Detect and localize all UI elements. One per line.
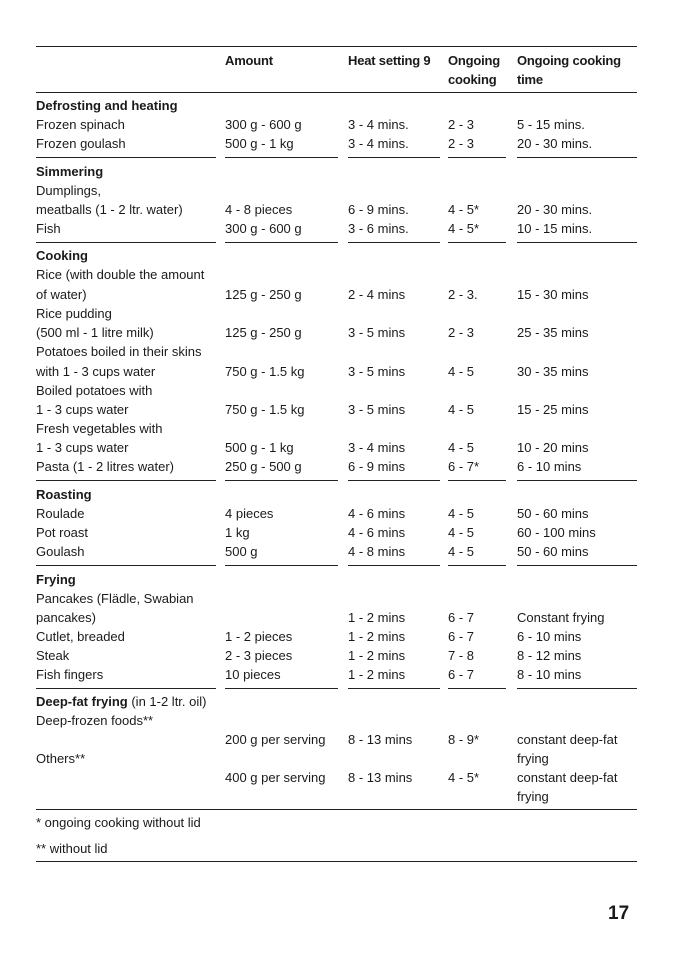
header-ongoing-line2: cooking	[448, 72, 497, 87]
table-row	[36, 627, 637, 646]
time-cell: constant deep-fat	[517, 770, 618, 785]
table-row	[36, 419, 637, 438]
ongoing-cell: 4 - 5	[448, 544, 475, 559]
table-row	[36, 381, 637, 400]
table-row	[36, 438, 637, 457]
section-rule	[348, 688, 440, 689]
amount-cell: 200 g per serving	[225, 732, 326, 747]
ongoing-cell: 4 - 5*	[448, 221, 480, 236]
section-title	[36, 570, 637, 589]
ongoing-cell: 4 - 5	[448, 440, 475, 455]
food-cell: (500 ml - 1 litre milk)	[36, 325, 154, 340]
time-cell: 8 - 10 mins	[517, 667, 582, 682]
table-row	[36, 542, 637, 561]
section-rule	[517, 480, 637, 481]
food-cell: Pasta (1 - 2 litres water)	[36, 459, 174, 474]
table-row	[36, 134, 637, 153]
section-title-cooking: Cooking	[36, 248, 88, 263]
ongoing-cell: 2 - 3.	[448, 287, 478, 302]
time-cell: 50 - 60 mins	[517, 506, 589, 521]
section-title	[36, 96, 637, 115]
food-cell: with 1 - 3 cups water	[36, 364, 156, 379]
section-title	[36, 485, 637, 504]
ongoing-cell: 4 - 5*	[448, 202, 480, 217]
amount-cell: 10 pieces	[225, 667, 281, 682]
amount-cell: 400 g per serving	[225, 770, 326, 785]
section-rule	[448, 242, 506, 243]
section-rule	[517, 565, 637, 566]
food-cell: Fresh vegetables with	[36, 421, 163, 436]
table-row	[36, 646, 637, 665]
heat-cell: 3 - 4 mins.	[348, 117, 409, 132]
amount-cell: 500 g - 1 kg	[225, 136, 294, 151]
amount-cell: 125 g - 250 g	[225, 287, 302, 302]
section-rule	[225, 565, 338, 566]
time-cell: Constant frying	[517, 610, 605, 625]
time-cell: 6 - 10 mins	[517, 629, 582, 644]
header-ongoing-line1: Ongoing	[448, 53, 501, 68]
footnote-lid: ** without lid	[36, 841, 108, 856]
section-rule	[36, 157, 216, 158]
table-row	[36, 285, 637, 304]
amount-cell: 250 g - 500 g	[225, 459, 302, 474]
footnote	[36, 839, 637, 858]
section-title	[36, 692, 637, 711]
header-amount: Amount	[225, 53, 273, 68]
ongoing-cell: 6 - 7	[448, 667, 475, 682]
table-row	[36, 200, 637, 219]
amount-cell: 300 g - 600 g	[225, 221, 302, 236]
section-rule	[448, 157, 506, 158]
page-number: 17	[608, 903, 630, 924]
section-rule	[36, 565, 216, 566]
time-cell: constant deep-fat	[517, 732, 618, 747]
time-cell: 6 - 10 mins	[517, 459, 582, 474]
table-row	[36, 362, 637, 381]
heat-cell: 8 - 13 mins	[348, 770, 413, 785]
section-title-deep-fat-frying: Deep-fat frying	[36, 694, 128, 709]
section-rule	[448, 480, 506, 481]
amount-cell: 1 - 2 pieces	[225, 629, 293, 644]
section-title-defrost: Defrosting and heating	[36, 98, 178, 113]
heat-cell: 3 - 5 mins	[348, 364, 406, 379]
time-cell: 15 - 30 mins	[517, 287, 589, 302]
amount-cell: 2 - 3 pieces	[225, 648, 293, 663]
ongoing-cell: 2 - 3	[448, 325, 475, 340]
time-cell: 5 - 15 mins.	[517, 117, 585, 132]
time-cell: 10 - 20 mins	[517, 440, 589, 455]
heat-cell: 3 - 5 mins	[348, 325, 406, 340]
amount-cell: 1 kg	[225, 525, 250, 540]
section-rule	[517, 242, 637, 243]
section-rule	[225, 157, 338, 158]
heat-cell: 1 - 2 mins	[348, 629, 406, 644]
table-row	[36, 342, 637, 361]
section-rule	[348, 565, 440, 566]
ongoing-cell: 4 - 5	[448, 402, 475, 417]
time-cell: 15 - 25 mins	[517, 402, 589, 417]
time-cell: frying	[517, 789, 549, 804]
food-cell: Frozen spinach	[36, 117, 125, 132]
table-row	[36, 665, 637, 684]
section-rule	[348, 242, 440, 243]
section-title-frying: Frying	[36, 572, 76, 587]
heat-cell: 2 - 4 mins	[348, 287, 406, 302]
table-row	[36, 608, 637, 627]
time-cell: 8 - 12 mins	[517, 648, 582, 663]
header-time-line2: time	[517, 72, 543, 87]
ongoing-cell: 6 - 7*	[448, 459, 480, 474]
food-cell: Fish	[36, 221, 61, 236]
table-row	[36, 523, 637, 542]
food-cell: Steak	[36, 648, 70, 663]
section-title	[36, 246, 637, 265]
time-cell: 20 - 30 mins.	[517, 136, 593, 151]
section-rule	[225, 688, 338, 689]
time-cell: 10 - 15 mins.	[517, 221, 593, 236]
amount-cell: 4 - 8 pieces	[225, 202, 293, 217]
food-cell: Potatoes boiled in their skins	[36, 344, 202, 359]
food-cell: Roulade	[36, 506, 85, 521]
food-cell: Dumplings,	[36, 183, 102, 198]
heat-cell: 1 - 2 mins	[348, 667, 406, 682]
section-rule	[348, 480, 440, 481]
food-cell: Rice pudding	[36, 306, 112, 321]
header-ongoing-cooking	[448, 51, 500, 89]
ongoing-cell: 6 - 7	[448, 629, 475, 644]
food-cell: Pancakes (Flädle, Swabian	[36, 591, 194, 606]
food-cell: Boiled potatoes with	[36, 383, 153, 398]
food-cell: meatballs (1 - 2 ltr. water)	[36, 202, 183, 217]
table-row	[36, 323, 637, 342]
time-cell: 50 - 60 mins	[517, 544, 589, 559]
amount-cell: 750 g - 1.5 kg	[225, 364, 305, 379]
table-row	[36, 787, 637, 806]
heat-cell: 3 - 6 mins.	[348, 221, 409, 236]
food-cell: of water)	[36, 287, 87, 302]
table-row	[36, 749, 637, 768]
ongoing-cell: 4 - 5	[448, 364, 475, 379]
heat-cell: 4 - 8 mins	[348, 544, 406, 559]
ongoing-cell: 2 - 3	[448, 117, 475, 132]
section-title-note: (in 1-2 ltr. oil)	[127, 694, 207, 709]
ongoing-cell: 4 - 5*	[448, 770, 480, 785]
section-rule	[225, 242, 338, 243]
ongoing-cell: 7 - 8	[448, 648, 475, 663]
table-row	[36, 219, 637, 238]
food-cell: Pot roast	[36, 525, 89, 540]
table-row	[36, 304, 637, 323]
section-title-simmering: Simmering	[36, 164, 104, 179]
section-rule	[225, 480, 338, 481]
food-cell: 1 - 3 cups water	[36, 402, 129, 417]
ongoing-cell: 4 - 5	[448, 525, 475, 540]
section-title	[36, 162, 637, 181]
ongoing-cell: 4 - 5	[448, 506, 475, 521]
heat-cell: 3 - 4 mins	[348, 440, 406, 455]
footnote	[36, 813, 637, 832]
food-cell: 1 - 3 cups water	[36, 440, 129, 455]
food-cell: Deep-frozen foods**	[36, 713, 154, 728]
heat-cell: 4 - 6 mins	[348, 506, 406, 521]
table-row	[36, 457, 637, 476]
table-row	[36, 730, 637, 749]
time-cell: 20 - 30 mins.	[517, 202, 593, 217]
section-rule	[517, 688, 637, 689]
time-cell: 25 - 35 mins	[517, 325, 589, 340]
table-row	[36, 589, 637, 608]
section-title-roasting: Roasting	[36, 487, 92, 502]
amount-cell: 750 g - 1.5 kg	[225, 402, 305, 417]
heat-cell: 6 - 9 mins	[348, 459, 406, 474]
table-row	[36, 265, 637, 284]
section-rule	[448, 565, 506, 566]
table-row	[36, 181, 637, 200]
section-rule	[36, 688, 216, 689]
amount-cell: 4 pieces	[225, 506, 274, 521]
header-heat-setting: Heat setting 9	[348, 53, 431, 68]
heat-cell: 3 - 5 mins	[348, 402, 406, 417]
food-cell: Cutlet, breaded	[36, 629, 125, 644]
time-cell: 30 - 35 mins	[517, 364, 589, 379]
food-cell: Frozen goulash	[36, 136, 126, 151]
heat-cell: 1 - 2 mins	[348, 610, 406, 625]
section-rule	[448, 688, 506, 689]
heat-cell: 1 - 2 mins	[348, 648, 406, 663]
table-row	[36, 115, 637, 134]
amount-cell: 300 g - 600 g	[225, 117, 302, 132]
footnote-ongoing: * ongoing cooking without lid	[36, 815, 201, 830]
table-row	[36, 504, 637, 523]
ongoing-cell: 8 - 9*	[448, 732, 480, 747]
food-cell: Rice (with double the amount	[36, 267, 205, 282]
amount-cell: 500 g - 1 kg	[225, 440, 294, 455]
footnote-rule	[36, 861, 637, 862]
amount-cell: 500 g	[225, 544, 258, 559]
section-rule	[348, 157, 440, 158]
heat-cell: 3 - 4 mins.	[348, 136, 409, 151]
table-row	[36, 400, 637, 419]
section-rule	[36, 480, 216, 481]
heat-cell: 4 - 6 mins	[348, 525, 406, 540]
table-bottom-rule	[36, 809, 637, 810]
table-top-rule	[36, 46, 637, 47]
food-cell: Fish fingers	[36, 667, 104, 682]
heat-cell: 8 - 13 mins	[348, 732, 413, 747]
food-cell: pancakes)	[36, 610, 96, 625]
table-row	[36, 711, 637, 730]
header-rule	[36, 92, 637, 93]
food-cell: Others**	[36, 751, 86, 766]
header-time-line1: Ongoing cooking	[517, 53, 621, 68]
time-cell: frying	[517, 751, 549, 766]
ongoing-cell: 2 - 3	[448, 136, 475, 151]
heat-cell: 6 - 9 mins.	[348, 202, 409, 217]
amount-cell: 125 g - 250 g	[225, 325, 302, 340]
time-cell: 60 - 100 mins	[517, 525, 596, 540]
header-ongoing-time	[517, 51, 621, 89]
section-rule	[36, 242, 216, 243]
table-row	[36, 768, 637, 787]
section-rule	[517, 157, 637, 158]
ongoing-cell: 6 - 7	[448, 610, 475, 625]
food-cell: Goulash	[36, 544, 85, 559]
